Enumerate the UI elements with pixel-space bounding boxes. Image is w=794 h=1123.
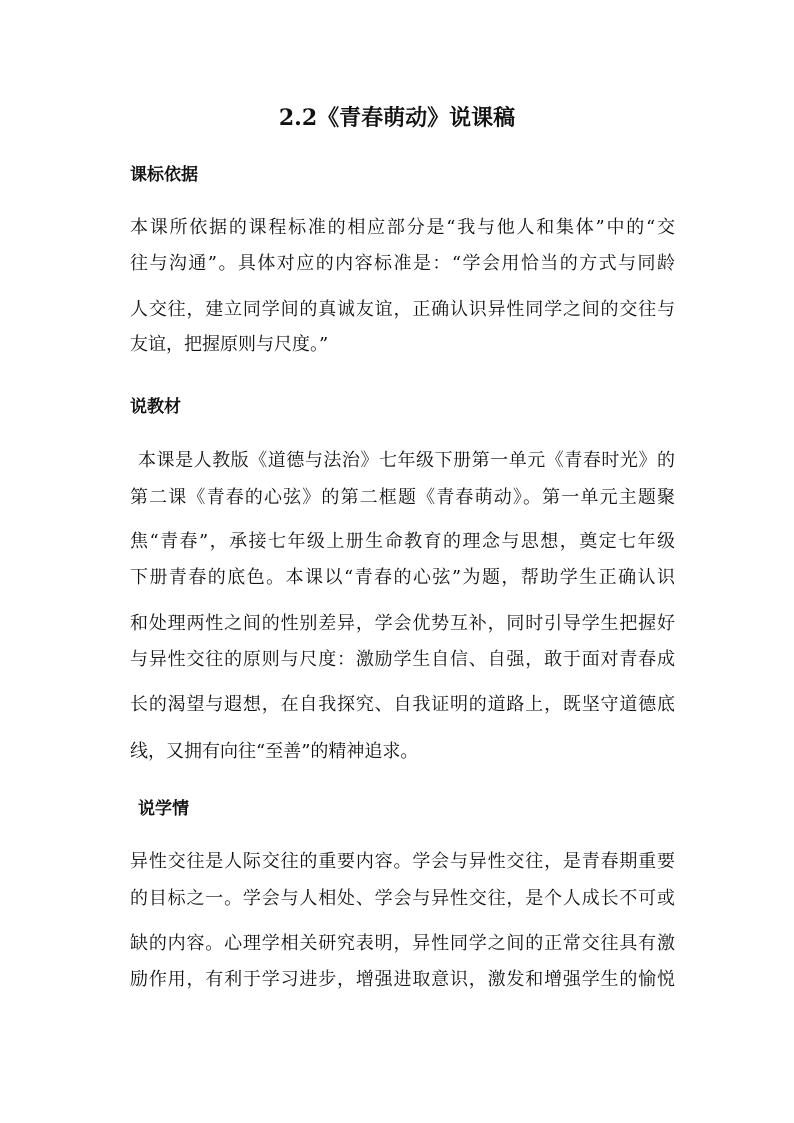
section-heading-textbook: 说教材 [130, 397, 181, 417]
paragraph-line: 和处理两性之间的性别差异，学会优势互补，同时引导学生把握好 [130, 613, 675, 634]
paragraph-line: 人交往，建立同学间的真诚友谊，正确认识异性同学之间的交往与 [130, 299, 675, 320]
section-heading-curriculum-basis: 课标依据 [130, 165, 198, 185]
paragraph-line: 缺的内容。心理学相关研究表明，异性同学之间的正常交往具有激 [130, 933, 675, 954]
paragraph-line: 的目标之一。学会与人相处、学会与异性交往，是个人成长不可或 [130, 888, 675, 909]
paragraph-line: 下册青春的底色。本课以“青春的心弦”为题，帮助学生正确认识 [130, 567, 675, 588]
paragraph-line: 本课所依据的课程标准的相应部分是“我与他人和集体”中的“交 [130, 217, 675, 238]
page-title: 2.2《青春萌动》说课稿 [278, 105, 516, 131]
section-heading-learner-analysis: 说学情 [138, 799, 189, 819]
paragraph-line: 励作用，有利于学习进步，增强进取意识，激发和增强学生的愉悦 [130, 969, 675, 990]
paragraph-line: 与异性交往的原则与尺度：激励学生自信、自强，敢于面对青春成 [130, 649, 675, 670]
paragraph-line: 异性交往是人际交往的重要内容。学会与异性交往，是青春期重要 [130, 851, 675, 872]
paragraph-line: 长的渴望与遐想，在自我探究、自我证明的道路上，既坚守道德底 [130, 694, 675, 715]
paragraph-line: 往与沟通”。具体对应的内容标准是：“学会用恰当的方式与同龄 [130, 253, 675, 274]
paragraph-line: 焦“青春”，承接七年级上册生命教育的理念与思想，奠定七年级 [130, 531, 675, 552]
paragraph-line: 友谊，把握原则与尺度。” [130, 334, 329, 355]
paragraph-line: 线，又拥有向往“至善”的精神追求。 [130, 741, 419, 762]
paragraph-line: 本课是人教版《道德与法治》七年级下册第一单元《青春时光》的 [138, 450, 675, 471]
paragraph-line: 第二课《青春的心弦》的第二框题《青春萌动》。第一单元主题聚 [130, 487, 675, 508]
